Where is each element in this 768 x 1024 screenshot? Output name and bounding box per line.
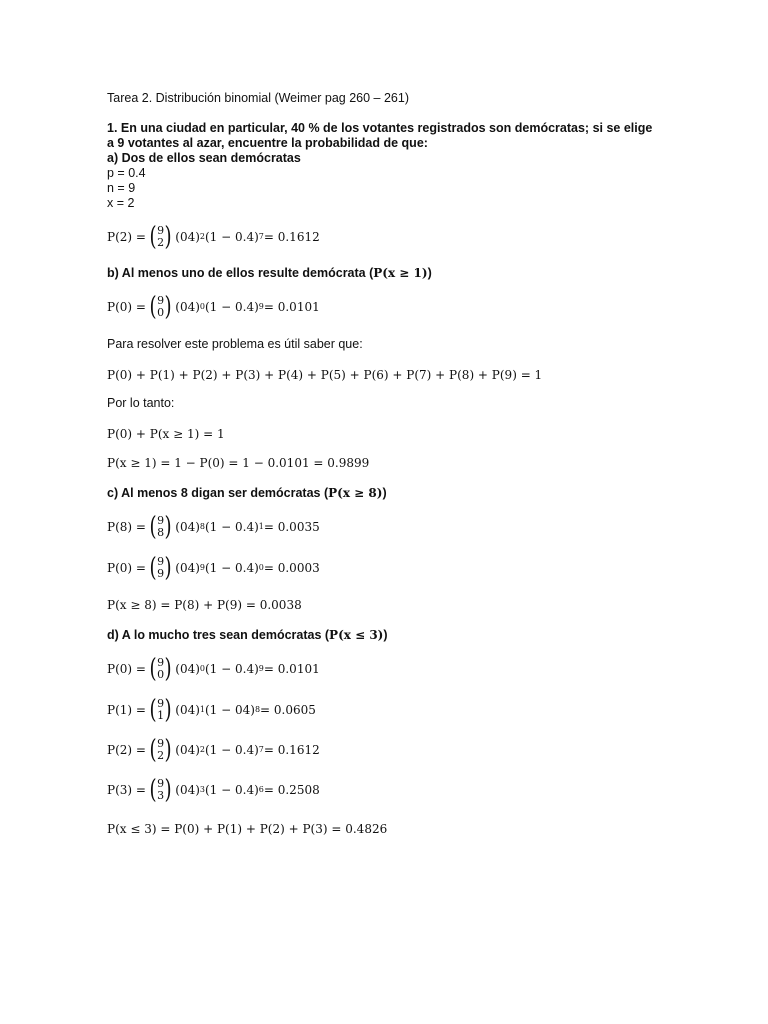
formula-mid: (1 − 0.4) xyxy=(205,783,259,797)
formula-a-1: P(2) = ( 9 2 ) (04) 2 (1 − 0.4) 7 = 0.1612 xyxy=(107,222,320,252)
param-x: x = 2 xyxy=(107,196,135,210)
formula-rhs: = 0.2508 xyxy=(263,783,320,797)
equation-b-2: P(x ≥ 1) = 1 − P(0) = 1 − 0.0101 = 0.9899 xyxy=(107,456,370,470)
formula-rhs: = 0.0101 xyxy=(263,662,320,676)
formula-lhs: P(2) = xyxy=(107,230,146,244)
formula-d-3: P(2) = ( 9 2 ) (04) 2 (1 − 0.4) 7 = 0.1612 xyxy=(107,735,320,765)
equation-b-1: P(0) + P(x ≥ 1) = 1 xyxy=(107,427,225,441)
formula-base: (04) xyxy=(175,561,200,575)
explanation-text-2: Por lo tanto: xyxy=(107,396,175,410)
binom-bottom: 8 xyxy=(157,526,165,539)
formula-base: (04) xyxy=(175,783,200,797)
formula-rhs: = 0.0003 xyxy=(263,561,320,575)
equation-d: P(x ≤ 3) = P(0) + P(1) + P(2) + P(3) = 0.4826 xyxy=(107,822,388,836)
binomial-coefficient: ( 9 2 ) xyxy=(149,735,172,765)
equation-c: P(x ≥ 8) = P(8) + P(9) = 0.0038 xyxy=(107,598,302,612)
binom-bottom: 2 xyxy=(157,749,165,762)
formula-c-2: P(0) = ( 9 9 ) (04) 9 (1 − 0.4) 0 = 0.0003 xyxy=(107,553,320,583)
binomial-coefficient: ( 9 9 ) xyxy=(149,553,172,583)
part-b-heading-close: ) xyxy=(427,266,432,280)
part-d-heading xyxy=(107,628,388,643)
param-p: p = 0.4 xyxy=(107,166,146,180)
formula-d-4: P(3) = ( 9 3 ) (04) 3 (1 − 0.4) 6 = 0.2508 xyxy=(107,775,320,805)
binom-top: 9 xyxy=(157,555,165,568)
formula-lhs: P(2) = xyxy=(107,743,146,757)
formula-b-1: P(0) = ( 9 0 ) (04) 0 (1 − 0.4) 9 = 0.0101 xyxy=(107,292,320,322)
formula-mid: (1 − 0.4) xyxy=(205,230,259,244)
binom-bottom: 2 xyxy=(157,236,165,249)
binomial-coefficient: ( 9 1 ) xyxy=(149,695,172,725)
document-title: Tarea 2. Distribución binomial (Weimer pag 260 – 261) xyxy=(107,91,410,105)
binomial-coefficient: ( 9 0 ) xyxy=(149,654,172,684)
formula-lhs: P(3) = xyxy=(107,783,146,797)
formula-rhs: = 0.1612 xyxy=(263,743,320,757)
binom-top: 9 xyxy=(157,224,165,237)
formula-base: (04) xyxy=(175,230,200,244)
formula-mid: (1 − 0.4) xyxy=(205,662,259,676)
part-c-condition: P(x ≥ 8) xyxy=(328,486,383,500)
binomial-coefficient: ( 9 2 ) xyxy=(149,222,172,252)
formula-base: (04) xyxy=(175,520,200,534)
part-d-heading-close: ) xyxy=(383,628,388,642)
sum-equation: P(0) + P(1) + P(2) + P(3) + P(4) + P(5) + P(6) + P(7) + P(8) + P(9) = 1 xyxy=(107,368,543,382)
formula-lhs: P(8) = xyxy=(107,520,146,534)
part-c-heading-text: c) Al menos 8 digan ser demócratas ( xyxy=(107,486,329,500)
formula-rhs: = 0.1612 xyxy=(263,230,320,244)
formula-rhs: = 0.0101 xyxy=(263,300,320,314)
part-c-heading-close: ) xyxy=(382,486,387,500)
binom-bottom: 9 xyxy=(157,567,165,580)
question-1-line-2: a 9 votantes al azar, encuentre la probabilidad de que: xyxy=(107,136,428,150)
explanation-text-1: Para resolver este problema es útil saber que: xyxy=(107,337,363,351)
formula-lhs: P(0) = xyxy=(107,561,146,575)
binom-top: 9 xyxy=(157,514,165,527)
part-b-condition: P(x ≥ 1) xyxy=(373,266,428,280)
formula-rhs: = 0.0035 xyxy=(263,520,320,534)
binomial-coefficient: ( 9 8 ) xyxy=(149,512,172,542)
binom-top: 9 xyxy=(157,777,165,790)
binom-bottom: 0 xyxy=(157,306,165,319)
part-b-heading-text: b) Al menos uno de ellos resulte demócrata ( xyxy=(107,266,374,280)
formula-mid: (1 − 04) xyxy=(205,703,255,717)
formula-rhs: = 0.0605 xyxy=(260,703,316,717)
part-c-heading xyxy=(107,486,387,501)
binomial-coefficient: ( 9 0 ) xyxy=(149,292,172,322)
binom-bottom: 1 xyxy=(157,709,165,722)
binom-top: 9 xyxy=(157,737,165,750)
formula-mid: (1 − 0.4) xyxy=(205,561,259,575)
formula-lhs: P(0) = xyxy=(107,300,146,314)
binom-bottom: 3 xyxy=(157,789,165,802)
formula-mid: (1 − 0.4) xyxy=(205,520,259,534)
question-1-line-1: 1. En una ciudad en particular, 40 % de los votantes registrados son demócratas; si se elige xyxy=(107,121,653,135)
part-b-heading xyxy=(107,266,432,281)
part-d-condition: P(x ≤ 3) xyxy=(329,628,384,642)
formula-base: (04) xyxy=(175,703,200,717)
formula-base: (04) xyxy=(175,300,200,314)
part-d-heading-text: d) A lo mucho tres sean demócratas ( xyxy=(107,628,330,642)
part-a-heading: a) Dos de ellos sean demócratas xyxy=(107,151,301,165)
binom-top: 9 xyxy=(157,656,165,669)
param-n: n = 9 xyxy=(107,181,136,195)
binom-top: 9 xyxy=(157,697,165,710)
formula-lhs: P(1) = xyxy=(107,703,146,717)
formula-base: (04) xyxy=(175,662,200,676)
formula-lhs: P(0) = xyxy=(107,662,146,676)
formula-mid: (1 − 0.4) xyxy=(205,743,259,757)
binom-top: 9 xyxy=(157,294,165,307)
binomial-coefficient: ( 9 3 ) xyxy=(149,775,172,805)
binom-bottom: 0 xyxy=(157,668,165,681)
formula-c-1: P(8) = ( 9 8 ) (04) 8 (1 − 0.4) 1 = 0.0035 xyxy=(107,512,320,542)
formula-d-2: P(1) = ( 9 1 ) (04) 1 (1 − 04) 8 = 0.0605 xyxy=(107,695,316,725)
formula-d-1: P(0) = ( 9 0 ) (04) 0 (1 − 0.4) 9 = 0.0101 xyxy=(107,654,320,684)
formula-base: (04) xyxy=(175,743,200,757)
formula-mid: (1 − 0.4) xyxy=(205,300,259,314)
